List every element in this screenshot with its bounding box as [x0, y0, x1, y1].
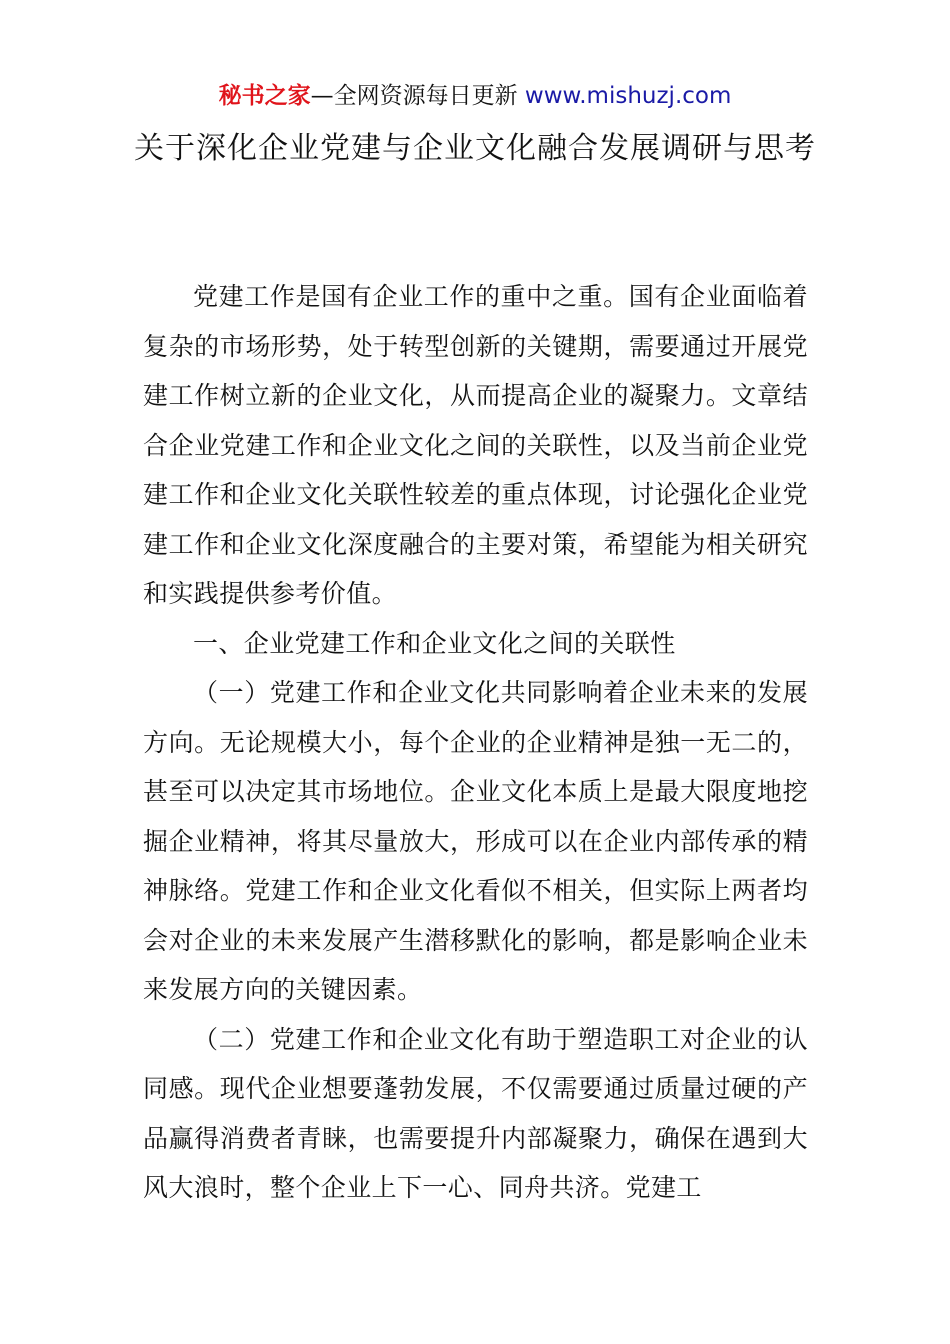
subsection-paragraph-2: （二）党建工作和企业文化有助于塑造职工对企业的认同感。现代企业想要蓬勃发展，不仅需要通过质量过硬的产品赢得消费者青睐，也需要提升内部凝聚力，确保在遇到大风大浪时，整个企业上下一心、同舟共济。党建工	[143, 1024, 808, 1202]
section-heading-1: 一、企业党建工作和企业文化之间的关联性	[193, 628, 676, 658]
intro-paragraph: 党建工作是国有企业工作的重中之重。国有企业面临着复杂的市场形势，处于转型创新的关键期，需要通过开展党建工作树立新的企业文化，从而提高企业的凝聚力。文章结合企业党建工作和企业文化之间的关联性，以及当前企业党建工作和企业文化关联性较差的重点体现，讨论强化企业党建工作和企业文化深度融合的主要对策，希望能为相关研究和实践提供参考价值。	[143, 282, 808, 608]
header-tagline: —全网资源每日更新	[310, 83, 525, 109]
site-url-link[interactable]: www.mishuzj.com	[524, 83, 732, 109]
subsection-paragraph-1: （一）党建工作和企业文化共同影响着企业未来的发展方向。无论规模大小，每个企业的企业精神是独一无二的，甚至可以决定其市场地位。企业文化本质上是最大限度地挖掘企业精神，将其尽量放大，形成可以在企业内部传承的精神脉络。党建工作和企业文化看似不相关，但实际上两者均会对企业的未来发展产生潜移默化的影响，都是影响企业未来发展方向的关键因素。	[143, 678, 808, 1004]
site-header	[0, 80, 950, 112]
document-body	[143, 272, 808, 1213]
brand-name: 秘书之家	[218, 83, 311, 109]
document-title: 关于深化企业党建与企业文化融合发展调研与思考	[134, 131, 816, 166]
